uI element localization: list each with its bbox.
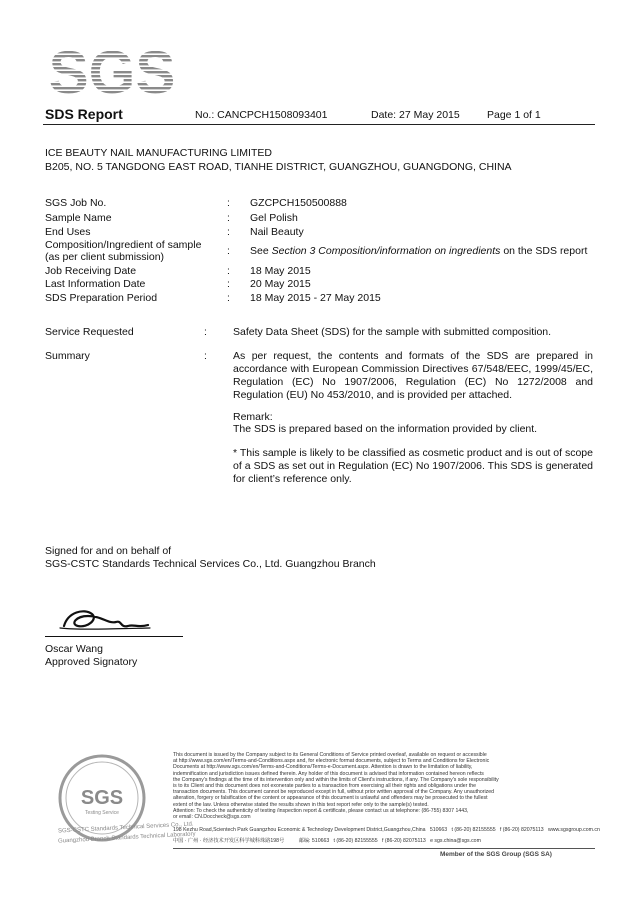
composition-section-ref: Section 3 Composition/information on ingredients xyxy=(271,245,501,257)
remark-text: The SDS is prepared based on the information provided by client. xyxy=(233,423,538,435)
page-indicator: Page 1 of 1 xyxy=(487,109,541,121)
report-number: No.: CANCPCH1508093401 xyxy=(195,109,328,121)
colon: : xyxy=(227,212,230,224)
summary-label: Summary xyxy=(45,350,90,362)
company-address: B205, NO. 5 TANGDONG EAST ROAD, TIANHE DISTRICT, GUANGZHOU, GUANGDONG, CHINA xyxy=(45,161,512,173)
sgs-logo xyxy=(48,39,176,106)
job-no-label: SGS Job No. xyxy=(45,197,107,209)
colon: : xyxy=(227,226,230,238)
stamp-line-1: SGS-CSTC Standards Technical Services Co., Ltd. xyxy=(57,821,194,835)
signatory-title: Approved Signatory xyxy=(45,656,138,668)
svg-text:Testing Service: Testing Service xyxy=(85,810,119,816)
job-no-value: GZCPCH150500888 xyxy=(250,197,347,209)
stamp-line-2: Guangzhou Branch Standards Technical Laboratory xyxy=(57,831,196,845)
signed-for-label: Signed for and on behalf of xyxy=(45,545,172,557)
end-uses-label: End Uses xyxy=(45,226,91,238)
report-title: SDS Report xyxy=(45,106,123,122)
last-info-date-label: Last Information Date xyxy=(45,278,146,290)
footer-disclaimer: This document is issued by the Company subject to its General Conditions of Service printed overleaf, available on request or accessible at http://www.sgs.com/en/Terms-and-Conditions.aspx and, for electronic format documents, subject to Terms and Conditions for Electronic Documents at http://www.sgs.com/en/Terms-and-Conditions/Terms-e-Document.aspx. Attention is drawn to the limitation of liability, indemnification and jurisdiction issues defined therein. Any holder of this document is advised that information contained hereon reflects the Company's findings at the time of its intervention only and within the limits of Client's instructions, if any. The Company's sole responsibility is to its Client and this document does not exonerate parties to a transaction from exercising all their rights and obligations under the transaction documents. This document cannot be reproduced except in full, without prior written approval of the Company. Any unauthorized alteration, forgery or falsification of the content or appearance of this document is unlawful and offenders may be prosecuted to the fullest extent of the law. Unless otherwise stated the results shown in this test report refer only to the sample(s) tested. Attention: To check the authenticity of testing /inspection report & certificate, please contact us at telephone: (86-755) 8307 1443, or email: CN.Doccheck@sgs.com xyxy=(173,752,499,821)
sgs-group-member: Member of the SGS Group (SGS SA) xyxy=(440,851,552,858)
colon: : xyxy=(227,245,230,257)
signatory-name: Oscar Wang xyxy=(45,643,103,655)
colon: : xyxy=(227,197,230,209)
colon: : xyxy=(227,292,230,304)
handwritten-signature xyxy=(58,604,158,636)
colon: : xyxy=(204,350,207,362)
footer-address-en: 198 Kezhu Road,Scientech Park Guangzhou Economic & Technology Development District,Guangzhou,China 510663 t (86-20) 82155555 f (86-20) 82075113 www.sgsgroup.com.cn xyxy=(173,827,600,833)
footer-rule xyxy=(173,848,595,849)
last-info-date-value: 20 May 2015 xyxy=(250,278,311,290)
colon: : xyxy=(227,265,230,277)
svg-text:SGS: SGS xyxy=(80,787,124,809)
report-date: Date: 27 May 2015 xyxy=(371,109,460,121)
prep-period-label: SDS Preparation Period xyxy=(45,292,158,304)
colon: : xyxy=(227,278,230,290)
header-rule xyxy=(43,124,595,125)
composition-label-line1: Composition/Ingredient of sample xyxy=(45,239,202,251)
service-requested-label: Service Requested xyxy=(45,326,134,338)
summary-text: As per request, the contents and formats of the SDS are prepared in accordance with European Commission Directives 67/548/EEC, 1999/45/EC, Regulation (EC) No 1907/2006, Regulation (EC) No 1272/2008 and Regulation (EU) No 453/2010, and is provided per attached. xyxy=(233,350,593,401)
colon: : xyxy=(204,326,207,338)
composition-label xyxy=(45,239,201,263)
signature-line xyxy=(45,636,183,637)
signing-entity: SGS-CSTC Standards Technical Services Co., Ltd. Guangzhou Branch xyxy=(45,558,376,570)
sample-name-value: Gel Polish xyxy=(250,212,298,224)
footer-address-cn: 中国 · 广州 · 经济技术开发区科学城科珠路198号 邮编: 510663 t (86-20) 82155555 f (86-20) 82075113 e sgs.china@sgs.com xyxy=(173,838,481,844)
composition-label-line2: (as per client submission) xyxy=(45,251,165,263)
composition-pre: See xyxy=(250,245,272,257)
service-requested-value: Safety Data Sheet (SDS) for the sample with submitted composition. xyxy=(233,326,552,338)
composition-post: on the SDS report xyxy=(500,245,588,257)
remark-title: Remark: xyxy=(233,411,273,423)
sample-name-label: Sample Name xyxy=(45,212,112,224)
svg-text:SGS: SGS xyxy=(48,39,176,106)
company-name: ICE BEAUTY NAIL MANUFACTURING LIMITED xyxy=(45,147,272,159)
prep-period-value: 18 May 2015 - 27 May 2015 xyxy=(250,292,381,304)
composition-value xyxy=(250,245,587,257)
receiving-date-value: 18 May 2015 xyxy=(250,265,311,277)
cosmetic-note: * This sample is likely to be classified as cosmetic product and is out of scope of a SDS as set out in Regulation (EC) No 1907/2006. This SDS is generated for client’s reference only. xyxy=(233,447,593,485)
receiving-date-label: Job Receiving Date xyxy=(45,265,137,277)
end-uses-value: Nail Beauty xyxy=(250,226,304,238)
